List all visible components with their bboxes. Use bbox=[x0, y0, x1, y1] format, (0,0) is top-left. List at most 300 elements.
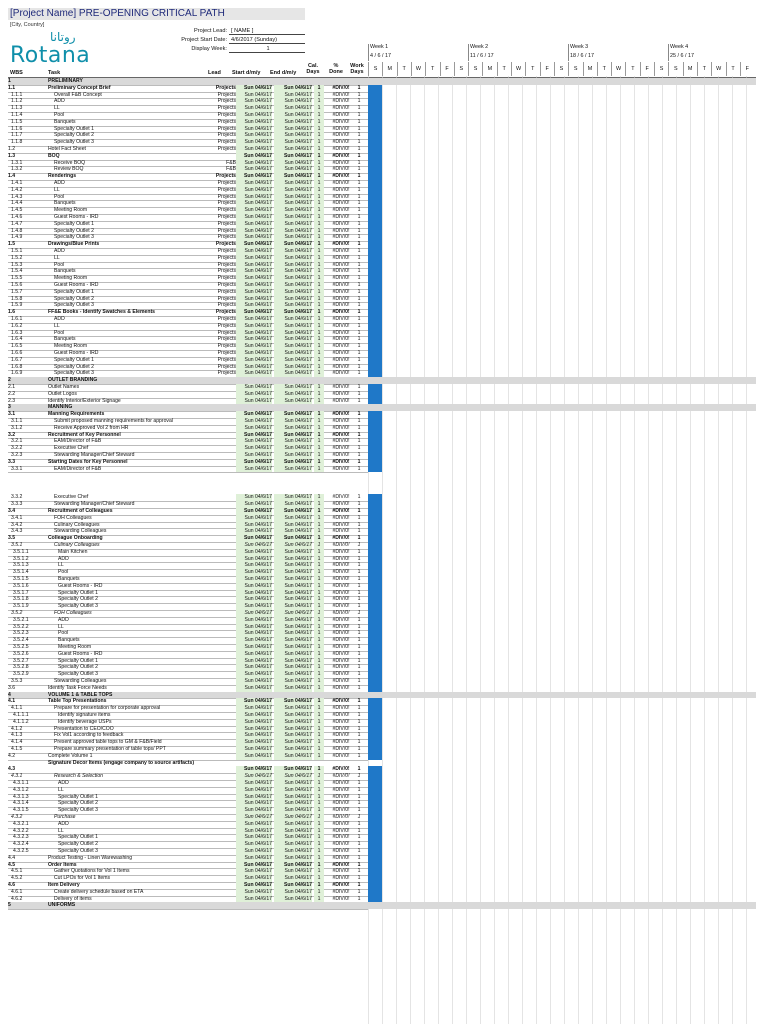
cell-end[interactable]: Sun 04/6/17 bbox=[274, 418, 312, 425]
cell-task[interactable]: Present approved table tops to GM & F&B/Field bbox=[54, 739, 162, 746]
cell-start[interactable]: Sun 04/6/17 bbox=[236, 350, 272, 357]
cell-cal[interactable]: 1 bbox=[314, 753, 324, 760]
cell-wbs[interactable]: 1.1.2 bbox=[11, 98, 23, 105]
cell-task[interactable]: EAM/Director of F&B bbox=[54, 465, 102, 472]
cell-end[interactable]: Sun 04/6/17 bbox=[274, 221, 312, 228]
cell-start[interactable]: Sun 04/6/17 bbox=[236, 364, 272, 371]
cell-task[interactable]: FF&E Books - Identify Swatches & Elements bbox=[48, 309, 155, 316]
cell-work[interactable]: 1 bbox=[357, 336, 361, 343]
cell-task[interactable]: Preliminary Concept Brief bbox=[48, 84, 111, 91]
cell-start[interactable]: Sun 04/6/17 bbox=[236, 248, 272, 255]
cell-work[interactable]: 1 bbox=[357, 582, 361, 589]
cell-task[interactable]: Specialty Outlet 2 bbox=[54, 295, 94, 302]
cell-start[interactable]: Sun 04/6/17 bbox=[236, 411, 272, 418]
table-row[interactable] bbox=[8, 207, 756, 214]
cell-pct[interactable]: #DIV/0! bbox=[332, 424, 350, 431]
cell-task[interactable]: Meeting Room bbox=[54, 275, 88, 282]
cell-lead[interactable]: Projects bbox=[217, 146, 236, 152]
cell-task[interactable]: Culinary Colleagues bbox=[54, 542, 100, 548]
cell-task[interactable]: LL bbox=[58, 562, 64, 569]
cell-cal[interactable]: 1 bbox=[314, 896, 324, 903]
table-row[interactable] bbox=[8, 535, 756, 542]
cell-wbs[interactable]: 4.1.2 bbox=[11, 725, 23, 732]
cell-wbs[interactable]: 3.1.2 bbox=[11, 424, 23, 431]
cell-pct[interactable]: #DIV/0! bbox=[332, 589, 350, 596]
cell-task[interactable]: Product Testing - Linen Warewashing bbox=[48, 854, 133, 861]
cell-cal[interactable]: 1 bbox=[314, 508, 324, 515]
table-row[interactable] bbox=[8, 651, 756, 658]
cell-pct[interactable]: #DIV/0! bbox=[332, 84, 350, 91]
cell-task[interactable]: Renderings bbox=[48, 173, 77, 180]
cell-wbs[interactable]: 3.5.1.9 bbox=[13, 603, 29, 610]
table-row[interactable] bbox=[8, 275, 756, 282]
cell-start[interactable]: Sun 04/6/17 bbox=[236, 98, 272, 105]
cell-pct[interactable]: #DIV/0! bbox=[332, 322, 350, 329]
cell-end[interactable]: Sun 04/6/17 bbox=[274, 98, 312, 105]
cell-pct[interactable]: #DIV/0! bbox=[332, 562, 350, 569]
cell-start[interactable]: Sun 04/6/17 bbox=[236, 753, 272, 760]
cell-pct[interactable]: #DIV/0! bbox=[332, 555, 350, 562]
cell-work[interactable]: 1 bbox=[357, 623, 361, 630]
cell-start[interactable]: Sun 04/6/17 bbox=[236, 508, 272, 515]
cell-end[interactable]: Sun 04/6/17 bbox=[274, 282, 312, 289]
cell-start[interactable]: Sun 04/6/17 bbox=[236, 343, 272, 350]
table-row[interactable] bbox=[8, 194, 756, 201]
cell-start[interactable]: Sun 04/6/17 bbox=[236, 160, 272, 167]
cell-end[interactable]: Sun 04/6/17 bbox=[274, 425, 312, 432]
cell-cal[interactable]: 1 bbox=[314, 228, 324, 235]
cell-start[interactable]: Sun 04/6/17 bbox=[236, 617, 272, 624]
cell-lead[interactable]: Projects bbox=[217, 98, 236, 105]
cell-wbs[interactable]: 4.3.2 bbox=[11, 814, 23, 820]
table-row[interactable] bbox=[8, 698, 756, 705]
table-row[interactable] bbox=[8, 282, 756, 289]
cell-start[interactable]: Sun 04/6/17 bbox=[236, 119, 272, 126]
cell-work[interactable]: 1 bbox=[357, 275, 361, 282]
cell-task[interactable]: Specialty Outlet 2 bbox=[54, 227, 94, 234]
table-row[interactable] bbox=[8, 289, 756, 296]
cell-end[interactable]: Sun 04/6/17 bbox=[274, 542, 312, 549]
cell-work[interactable]: 1 bbox=[357, 705, 361, 712]
table-row[interactable] bbox=[8, 828, 756, 835]
cell-start[interactable]: Sun 04/6/17 bbox=[236, 821, 272, 828]
cell-work[interactable]: 1 bbox=[357, 854, 361, 861]
cell-cal[interactable]: 1 bbox=[314, 528, 324, 535]
table-row[interactable] bbox=[8, 132, 756, 139]
cell-lead[interactable]: Projects bbox=[217, 207, 236, 214]
cell-wbs[interactable]: 1.2 bbox=[8, 146, 16, 152]
cell-cal[interactable]: 1 bbox=[314, 309, 324, 316]
cell-task[interactable]: Executive Chef bbox=[54, 494, 89, 501]
cell-pct[interactable]: #DIV/0! bbox=[332, 329, 350, 336]
cell-pct[interactable]: #DIV/0! bbox=[332, 610, 350, 616]
cell-cal[interactable]: 1 bbox=[314, 719, 324, 726]
cell-pct[interactable]: #DIV/0! bbox=[332, 91, 350, 98]
cell-start[interactable]: Sun 04/6/17 bbox=[236, 336, 272, 343]
cell-pct[interactable]: #DIV/0! bbox=[332, 125, 350, 132]
cell-start[interactable]: Sun 04/6/17 bbox=[236, 146, 272, 153]
cell-cal[interactable]: 1 bbox=[314, 85, 324, 92]
cell-start[interactable]: Sun 04/6/17 bbox=[236, 562, 272, 569]
cell-start[interactable]: Sun 04/6/17 bbox=[236, 153, 272, 160]
table-row[interactable] bbox=[8, 522, 756, 529]
table-row[interactable] bbox=[8, 671, 756, 678]
table-row[interactable] bbox=[8, 221, 756, 228]
cell-wbs[interactable]: 4.3.1.2 bbox=[13, 786, 29, 793]
cell-start[interactable]: Sun 04/6/17 bbox=[236, 719, 272, 726]
cell-end[interactable]: Sun 04/6/17 bbox=[274, 214, 312, 221]
cell-cal[interactable]: 1 bbox=[314, 603, 324, 610]
table-row[interactable] bbox=[8, 556, 756, 563]
cell-end[interactable]: Sun 04/6/17 bbox=[274, 855, 312, 862]
table-row[interactable] bbox=[8, 445, 756, 452]
table-row[interactable] bbox=[8, 350, 756, 357]
cell-start[interactable]: Sun 04/6/17 bbox=[236, 282, 272, 289]
cell-end[interactable]: Sun 04/6/17 bbox=[274, 821, 312, 828]
cell-cal[interactable]: 1 bbox=[314, 698, 324, 705]
cell-end[interactable]: Sun 04/6/17 bbox=[274, 834, 312, 841]
cell-cal[interactable]: 1 bbox=[314, 234, 324, 241]
cell-cal[interactable]: 1 bbox=[314, 535, 324, 542]
cell-work[interactable]: 1 bbox=[357, 363, 361, 370]
cell-start[interactable]: Sun 04/6/17 bbox=[236, 432, 272, 439]
cell-task[interactable]: LL bbox=[54, 105, 60, 112]
cell-wbs[interactable]: 3.4.3 bbox=[11, 528, 23, 535]
cell-end[interactable]: Sun 04/6/17 bbox=[274, 234, 312, 241]
cell-end[interactable]: Sun 04/6/17 bbox=[274, 452, 312, 459]
cell-work[interactable]: 1 bbox=[357, 431, 361, 438]
cell-start[interactable]: Sun 04/6/17 bbox=[236, 398, 272, 405]
cell-end[interactable]: Sun 04/6/17 bbox=[274, 160, 312, 167]
cell-end[interactable]: Sun 04/6/17 bbox=[274, 187, 312, 194]
cell-work[interactable]: 1 bbox=[357, 316, 361, 322]
cell-wbs[interactable]: 4.1.1 bbox=[11, 705, 23, 712]
table-row[interactable] bbox=[8, 336, 756, 343]
table-row[interactable] bbox=[8, 316, 756, 323]
cell-start[interactable]: Sun 04/6/17 bbox=[236, 132, 272, 139]
cell-work[interactable]: 1 bbox=[357, 105, 361, 112]
cell-work[interactable]: 1 bbox=[357, 868, 361, 875]
cell-work[interactable]: 1 bbox=[357, 261, 361, 268]
cell-start[interactable]: Sun 04/6/17 bbox=[236, 370, 272, 377]
cell-start[interactable]: Sun 04/6/17 bbox=[236, 173, 272, 180]
cell-wbs[interactable]: 3.5.2.5 bbox=[13, 644, 29, 650]
cell-pct[interactable]: #DIV/0! bbox=[332, 793, 350, 800]
cell-end[interactable]: Sun 04/6/17 bbox=[274, 391, 312, 398]
cell-start[interactable]: Sun 04/6/17 bbox=[236, 425, 272, 432]
cell-start[interactable]: Sun 04/6/17 bbox=[236, 302, 272, 309]
cell-pct[interactable]: #DIV/0! bbox=[332, 671, 350, 678]
cell-pct[interactable]: #DIV/0! bbox=[332, 542, 350, 548]
cell-start[interactable]: Sun 04/6/17 bbox=[236, 515, 272, 522]
cell-pct[interactable]: #DIV/0! bbox=[332, 814, 350, 820]
cell-wbs[interactable]: 2.2 bbox=[8, 390, 16, 397]
cell-end[interactable]: Sun 04/6/17 bbox=[274, 712, 312, 719]
cell-cal[interactable]: 1 bbox=[314, 590, 324, 597]
cell-cal[interactable]: 1 bbox=[314, 583, 324, 590]
cell-pct[interactable]: #DIV/0! bbox=[332, 712, 350, 718]
cell-work[interactable]: 1 bbox=[357, 827, 361, 834]
cell-end[interactable]: Sun 04/6/17 bbox=[274, 494, 312, 501]
cell-cal[interactable]: 1 bbox=[314, 807, 324, 814]
cell-pct[interactable]: #DIV/0! bbox=[332, 678, 350, 684]
cell-pct[interactable]: #DIV/0! bbox=[332, 650, 350, 657]
cell-start[interactable]: Sun 04/6/17 bbox=[236, 228, 272, 235]
table-row[interactable] bbox=[8, 228, 756, 235]
cell-end[interactable]: Sun 04/6/17 bbox=[274, 173, 312, 180]
table-row[interactable] bbox=[8, 343, 756, 350]
table-row[interactable] bbox=[8, 882, 756, 889]
cell-cal[interactable]: 1 bbox=[314, 576, 324, 583]
cell-cal[interactable]: 1 bbox=[314, 370, 324, 377]
cell-work[interactable]: 1 bbox=[357, 814, 361, 820]
cell-cal[interactable]: 1 bbox=[314, 522, 324, 529]
cell-start[interactable]: Sun 04/6/17 bbox=[236, 651, 272, 658]
cell-wbs[interactable]: 1.1.5 bbox=[11, 118, 23, 125]
cell-end[interactable]: Sun 04/6/17 bbox=[274, 309, 312, 316]
cell-end[interactable]: Sun 04/6/17 bbox=[274, 848, 312, 855]
table-row[interactable] bbox=[8, 459, 756, 466]
cell-wbs[interactable]: 1.1.3 bbox=[11, 105, 23, 112]
cell-end[interactable]: Sun 04/6/17 bbox=[274, 807, 312, 814]
cell-start[interactable]: Sun 04/6/17 bbox=[236, 166, 272, 173]
cell-cal[interactable]: 1 bbox=[314, 384, 324, 391]
cell-wbs[interactable]: 2 bbox=[8, 377, 11, 384]
cell-wbs[interactable]: 3.5.2 bbox=[11, 610, 23, 616]
cell-start[interactable]: Sun 04/6/17 bbox=[236, 542, 272, 549]
cell-pct[interactable]: #DIV/0! bbox=[332, 275, 350, 282]
table-row[interactable] bbox=[8, 418, 756, 425]
cell-start[interactable]: Sun 04/6/17 bbox=[236, 658, 272, 665]
cell-work[interactable]: 1 bbox=[357, 637, 361, 644]
cell-wbs[interactable]: 4.3.2.1 bbox=[13, 820, 29, 827]
cell-start[interactable]: Sun 04/6/17 bbox=[236, 875, 272, 882]
table-row[interactable] bbox=[8, 855, 756, 862]
cell-task[interactable]: Specialty Outlet 2 bbox=[58, 664, 98, 671]
table-row[interactable] bbox=[8, 678, 756, 685]
cell-wbs[interactable]: 3.5.1.3 bbox=[13, 562, 29, 569]
cell-wbs[interactable]: 1 bbox=[8, 78, 11, 84]
cell-task[interactable]: Create delivery schedule based on ETA bbox=[54, 888, 144, 895]
cell-wbs[interactable]: 3.4.2 bbox=[11, 521, 23, 528]
cell-task[interactable]: FOH Colleagues bbox=[54, 514, 92, 521]
cell-end[interactable]: Sun 04/6/17 bbox=[274, 814, 312, 821]
cell-pct[interactable]: #DIV/0! bbox=[332, 132, 350, 139]
cell-task[interactable]: Stewarding Manager/Chief Steward bbox=[54, 452, 135, 458]
table-row[interactable] bbox=[8, 542, 756, 549]
cell-pct[interactable]: #DIV/0! bbox=[332, 684, 350, 691]
cell-lead[interactable]: Projects bbox=[215, 309, 236, 316]
table-row[interactable] bbox=[8, 234, 756, 241]
cell-start[interactable]: Sun 04/6/17 bbox=[236, 549, 272, 556]
cell-cal[interactable]: 1 bbox=[314, 466, 324, 473]
cell-lead[interactable]: Projects bbox=[217, 288, 236, 295]
table-row[interactable] bbox=[8, 214, 756, 221]
cell-end[interactable]: Sun 04/6/17 bbox=[274, 719, 312, 726]
cell-cal[interactable]: 1 bbox=[314, 726, 324, 733]
cell-pct[interactable]: #DIV/0! bbox=[332, 841, 350, 848]
cell-pct[interactable]: #DIV/0! bbox=[332, 268, 350, 275]
cell-task[interactable]: ADD bbox=[58, 820, 69, 827]
cell-start[interactable]: Sun 04/6/17 bbox=[236, 685, 272, 692]
cell-task[interactable]: Order Items bbox=[48, 861, 77, 868]
section-row[interactable] bbox=[8, 377, 756, 384]
cell-wbs[interactable]: 4.1.1.1 bbox=[13, 712, 29, 718]
cell-start[interactable]: Sun 04/6/17 bbox=[236, 289, 272, 296]
table-row[interactable] bbox=[8, 658, 756, 665]
cell-task[interactable]: Specialty Outlet 1 bbox=[54, 125, 94, 132]
cell-task[interactable]: Culinary Colleagues bbox=[54, 521, 100, 528]
table-row[interactable] bbox=[8, 590, 756, 597]
cell-task[interactable]: Specialty Outlet 3 bbox=[58, 848, 98, 854]
cell-cal[interactable]: 1 bbox=[314, 596, 324, 603]
cell-end[interactable]: Sun 04/6/17 bbox=[274, 766, 312, 773]
cell-pct[interactable]: #DIV/0! bbox=[332, 295, 350, 302]
cell-task[interactable]: Stewarding Colleagues bbox=[54, 678, 107, 684]
cell-cal[interactable]: 1 bbox=[314, 432, 324, 439]
cell-end[interactable]: Sun 04/6/17 bbox=[274, 364, 312, 371]
cell-end[interactable]: Sun 04/6/17 bbox=[274, 515, 312, 522]
cell-task[interactable]: ADD bbox=[58, 780, 69, 786]
cell-task[interactable]: Meeting Room bbox=[58, 644, 92, 650]
cell-pct[interactable]: #DIV/0! bbox=[332, 895, 350, 902]
cell-start[interactable]: Sun 04/6/17 bbox=[236, 841, 272, 848]
cell-wbs[interactable]: 1.4.2 bbox=[11, 186, 23, 193]
cell-cal[interactable]: 1 bbox=[314, 262, 324, 269]
cell-wbs[interactable]: 1.6.3 bbox=[11, 329, 23, 336]
cell-task[interactable]: Pool bbox=[54, 329, 65, 336]
cell-work[interactable]: 1 bbox=[357, 118, 361, 125]
cell-pct[interactable]: #DIV/0! bbox=[332, 241, 350, 248]
cell-lead[interactable]: Projects bbox=[217, 275, 236, 282]
cell-pct[interactable]: #DIV/0! bbox=[332, 861, 350, 868]
cell-start[interactable]: Sun 04/6/17 bbox=[236, 234, 272, 241]
cell-cal[interactable]: 1 bbox=[314, 501, 324, 508]
cell-cal[interactable]: 1 bbox=[314, 617, 324, 624]
cell-wbs[interactable]: 1.4.4 bbox=[11, 200, 23, 207]
cell-task[interactable]: OUTLET BRANDING bbox=[48, 377, 98, 384]
cell-start[interactable]: Sun 04/6/17 bbox=[236, 459, 272, 466]
table-row[interactable] bbox=[8, 309, 756, 316]
table-row[interactable] bbox=[8, 821, 756, 828]
cell-wbs[interactable]: 3.2.1 bbox=[11, 438, 23, 445]
cell-wbs[interactable]: 3.5.1.4 bbox=[13, 569, 29, 576]
cell-task[interactable]: Gather Quotations for Vol 1 Items bbox=[54, 868, 130, 875]
cell-pct[interactable]: #DIV/0! bbox=[332, 528, 350, 535]
cell-work[interactable]: 1 bbox=[357, 888, 361, 895]
cell-pct[interactable]: #DIV/0! bbox=[332, 234, 350, 241]
cell-end[interactable]: Sun 04/6/17 bbox=[274, 194, 312, 201]
cell-pct[interactable]: #DIV/0! bbox=[332, 105, 350, 112]
cell-cal[interactable]: 1 bbox=[314, 166, 324, 173]
cell-cal[interactable]: 1 bbox=[314, 139, 324, 146]
cell-cal[interactable]: 1 bbox=[314, 92, 324, 99]
cell-work[interactable]: 1 bbox=[357, 589, 361, 596]
cell-wbs[interactable]: 3.1.1 bbox=[11, 418, 23, 424]
cell-pct[interactable]: #DIV/0! bbox=[332, 248, 350, 254]
table-row[interactable] bbox=[8, 719, 756, 726]
cell-wbs[interactable]: 3.4 bbox=[8, 508, 16, 514]
cell-start[interactable]: Sun 04/6/17 bbox=[236, 732, 272, 739]
cell-cal[interactable]: 1 bbox=[314, 766, 324, 773]
cell-task[interactable]: Identify Interior/Exterior Signage bbox=[48, 397, 121, 404]
table-row[interactable] bbox=[8, 153, 756, 160]
cell-start[interactable]: Sun 04/6/17 bbox=[236, 445, 272, 452]
cell-pct[interactable]: #DIV/0! bbox=[332, 664, 350, 671]
cell-cal[interactable]: 1 bbox=[314, 289, 324, 296]
cell-lead[interactable]: Projects bbox=[217, 132, 236, 139]
table-row[interactable] bbox=[8, 364, 756, 371]
cell-wbs[interactable]: 1.6.7 bbox=[11, 356, 23, 363]
cell-cal[interactable]: 1 bbox=[314, 323, 324, 330]
cell-work[interactable]: 1 bbox=[357, 180, 361, 186]
cell-work[interactable]: 1 bbox=[357, 390, 361, 397]
cell-wbs[interactable]: 3 bbox=[8, 404, 11, 411]
cell-end[interactable]: Sun 04/6/17 bbox=[274, 549, 312, 556]
cell-task[interactable]: LL bbox=[58, 827, 64, 834]
cell-start[interactable]: Sun 04/6/17 bbox=[236, 268, 272, 275]
cell-start[interactable]: Sun 04/6/17 bbox=[236, 712, 272, 719]
cell-start[interactable]: Sun 04/6/17 bbox=[236, 610, 272, 617]
table-row[interactable] bbox=[8, 603, 756, 610]
cell-wbs[interactable]: 4.5 bbox=[8, 861, 16, 868]
start-date-value[interactable]: 4/6/2017 (Sunday) bbox=[229, 37, 305, 44]
cell-work[interactable]: 1 bbox=[357, 445, 361, 452]
cell-task[interactable]: Specialty Outlet 3 bbox=[54, 370, 94, 377]
cell-wbs[interactable]: 3.5.1.1 bbox=[13, 548, 29, 555]
cell-work[interactable]: 1 bbox=[357, 555, 361, 562]
cell-work[interactable]: 1 bbox=[357, 309, 361, 316]
cell-wbs[interactable]: 3.2.2 bbox=[11, 445, 23, 452]
table-row[interactable] bbox=[8, 432, 756, 439]
cell-pct[interactable]: #DIV/0! bbox=[332, 98, 350, 105]
cell-wbs[interactable]: 1.6.6 bbox=[11, 350, 23, 356]
cell-cal[interactable]: 1 bbox=[314, 630, 324, 637]
table-row[interactable] bbox=[8, 330, 756, 337]
cell-cal[interactable]: 1 bbox=[314, 855, 324, 862]
cell-wbs[interactable]: 3.3.3 bbox=[11, 501, 23, 508]
cell-task[interactable]: Identify signature items bbox=[58, 712, 111, 718]
table-row[interactable] bbox=[8, 617, 756, 624]
cell-start[interactable]: Sun 04/6/17 bbox=[236, 296, 272, 303]
cell-start[interactable]: Sun 04/6/17 bbox=[236, 896, 272, 903]
cell-work[interactable]: 1 bbox=[357, 112, 361, 118]
cell-pct[interactable]: #DIV/0! bbox=[332, 139, 350, 146]
cell-cal[interactable]: 1 bbox=[314, 119, 324, 126]
cell-lead[interactable]: Projects bbox=[217, 282, 236, 288]
cell-end[interactable]: Sun 04/6/17 bbox=[274, 787, 312, 794]
cell-end[interactable]: Sun 04/6/17 bbox=[274, 248, 312, 255]
cell-cal[interactable]: 1 bbox=[314, 746, 324, 753]
cell-work[interactable]: 1 bbox=[357, 644, 361, 650]
table-row[interactable] bbox=[8, 146, 756, 153]
cell-pct[interactable]: #DIV/0! bbox=[332, 521, 350, 528]
cell-cal[interactable]: 1 bbox=[314, 780, 324, 787]
table-row[interactable] bbox=[8, 896, 756, 903]
table-row[interactable] bbox=[8, 126, 756, 133]
cell-start[interactable]: Sun 04/6/17 bbox=[236, 92, 272, 99]
cell-cal[interactable]: 1 bbox=[314, 343, 324, 350]
table-row[interactable] bbox=[8, 112, 756, 119]
cell-work[interactable]: 1 bbox=[357, 356, 361, 363]
cell-end[interactable]: Sun 04/6/17 bbox=[274, 85, 312, 92]
cell-pct[interactable]: #DIV/0! bbox=[332, 288, 350, 295]
cell-wbs[interactable]: 4.6 bbox=[8, 882, 16, 888]
cell-wbs[interactable]: 3.5.3 bbox=[11, 678, 23, 684]
cell-task[interactable]: Guest Rooms - IRD bbox=[58, 650, 103, 657]
cell-wbs[interactable]: 1.6.4 bbox=[11, 336, 23, 343]
cell-lead[interactable]: Projects bbox=[217, 139, 236, 146]
